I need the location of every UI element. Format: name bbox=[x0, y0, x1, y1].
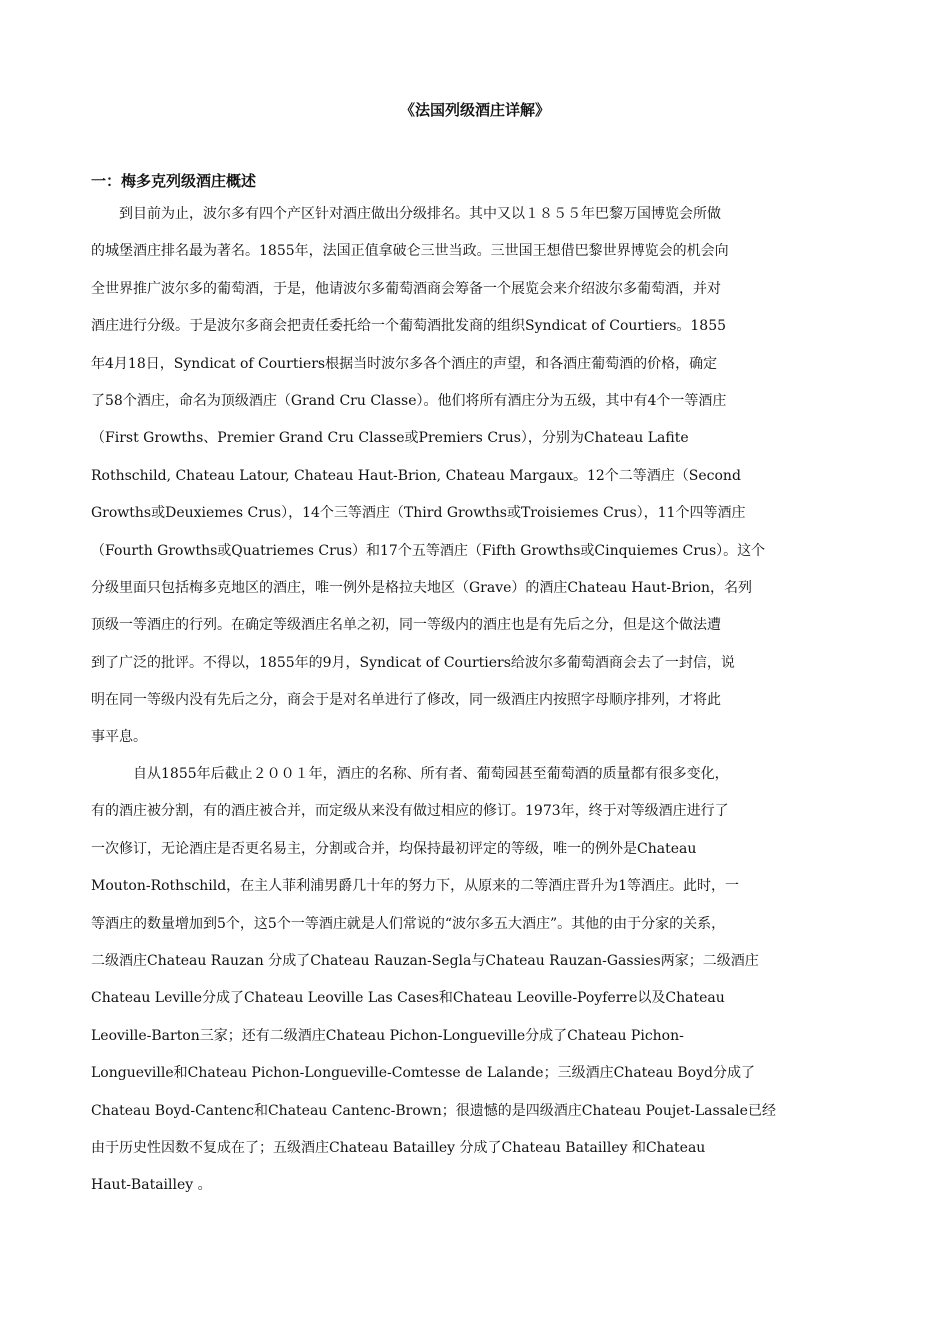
paragraph-line: 自从1855年后截止２００１年，酒庄的名称、所有者、葡萄园甚至葡萄酒的质量都有很多变化， bbox=[91, 766, 729, 782]
paragraph-line: 到了广泛的批评。不得以，1855年的9月，Syndicat of Courtiers给波尔多葡萄酒商会去了一封信，说 bbox=[91, 654, 735, 671]
paragraph-line: 分级里面只包括梅多克地区的酒庄，唯一例外是格拉夫地区（Grave）的酒庄Chateau Haut-Brion，名列 bbox=[91, 579, 753, 596]
paragraph-1 bbox=[91, 196, 871, 757]
paragraph-line: 的城堡酒庄排名最为著名。1855年，法国正值拿破仑三世当政。三世国王想借巴黎世界博览会的机会向 bbox=[91, 243, 729, 260]
paragraph-line: 年4月18日，Syndicat of Courtiers根据当时波尔多各个酒庄的声望，和各酒庄葡萄酒的价格，确定 bbox=[91, 355, 718, 372]
paragraph-line: Mouton-Rothschild，在主人菲利浦男爵几十年的努力下，从原来的二等酒庄晋升为1等酒庄。此时，一 bbox=[91, 878, 740, 895]
paragraph-2 bbox=[91, 756, 871, 1205]
paragraph-line: （Fourth Growths或Quatriemes Crus）和17个五等酒庄（Fifth Growths或Cinquiemes Crus）。这个 bbox=[91, 542, 766, 559]
paragraph-line: Rothschild, Chateau Latour, Chateau Haut-Brion, Chateau Margaux。12个二等酒庄（Second bbox=[91, 467, 741, 484]
paragraph-line: Chateau Boyd-Cantenc和Chateau Cantenc-Brown；很遗憾的是四级酒庄Chateau Poujet-Lassale已经 bbox=[91, 1102, 776, 1119]
paragraph-line: 二级酒庄Chateau Rauzan 分成了Chateau Rauzan-Segla与Chateau Rauzan-Gassies两家；二级酒庄 bbox=[91, 952, 759, 969]
paragraph-line: Growths或Deuxiemes Crus），14个三等酒庄（Third Growths或Troisiemes Crus），11个四等酒庄 bbox=[91, 505, 746, 522]
section-heading: 一：梅多克列级酒庄概述 bbox=[91, 172, 257, 190]
paragraph-line: 等酒庄的数量增加到5个，这5个一等酒庄就是人们常说的“波尔多五大酒庄”。其他的由于分家的关系， bbox=[91, 915, 726, 932]
paragraph-line: Haut-Batailley 。 bbox=[91, 1177, 212, 1194]
paragraph-line: Longueville和Chateau Pichon-Longueville-Comtesse de Lalande；三级酒庄Chateau Boyd分成了 bbox=[91, 1065, 755, 1082]
paragraph-line: 一次修订，无论酒庄是否更名易主，分割或合并，均保持最初评定的等级，唯一的例外是Chateau bbox=[91, 840, 697, 857]
document-title: 《法国列级酒庄详解》 bbox=[399, 101, 550, 119]
paragraph-line: 酒庄进行分级。于是波尔多商会把责任委托给一个葡萄酒批发商的组织Syndicat of Courtiers。1855 bbox=[91, 318, 727, 335]
paragraph-line: 有的酒庄被分割，有的酒庄被合并，而定级从来没有做过相应的修订。1973年，终于对等级酒庄进行了 bbox=[91, 803, 729, 820]
paragraph-line: 事平息。 bbox=[91, 729, 147, 746]
paragraph-line: 到目前为止，波尔多有四个产区针对酒庄做出分级排名。其中又以１８５５年巴黎万国博览会所做 bbox=[91, 206, 721, 222]
paragraph-line: 顶级一等酒庄的行列。在确定等级酒庄名单之初，同一等级内的酒庄也是有先后之分，但是这个做法遭 bbox=[91, 617, 721, 634]
paragraph-line: Chateau Leville分成了Chateau Leoville Las Cases和Chateau Leoville-Poyferre以及Chateau bbox=[91, 990, 725, 1007]
paragraph-line: （First Growths、Premier Grand Cru Classe或Premiers Crus），分别为Chateau Lafite bbox=[91, 430, 689, 447]
paragraph-line: 全世界推广波尔多的葡萄酒，于是，他请波尔多葡萄酒商会筹备一个展览会来介绍波尔多葡萄酒，并对 bbox=[91, 280, 721, 297]
paragraph-line: Leoville-Barton三家；还有二级酒庄Chateau Pichon-Longueville分成了Chateau Pichon- bbox=[91, 1027, 684, 1044]
paragraph-line: 明在同一等级内没有先后之分，商会于是对名单进行了修改，同一级酒庄内按照字母顺序排列，才将此 bbox=[91, 692, 721, 709]
paragraph-line: 由于历史性因数不复成在了；五级酒庄Chateau Batailley 分成了Chateau Batailley 和Chateau bbox=[91, 1139, 706, 1156]
paragraph-line: 了58个酒庄，命名为顶级酒庄（Grand Cru Classe）。他们将所有酒庄分为五级，其中有4个一等酒庄 bbox=[91, 392, 727, 409]
